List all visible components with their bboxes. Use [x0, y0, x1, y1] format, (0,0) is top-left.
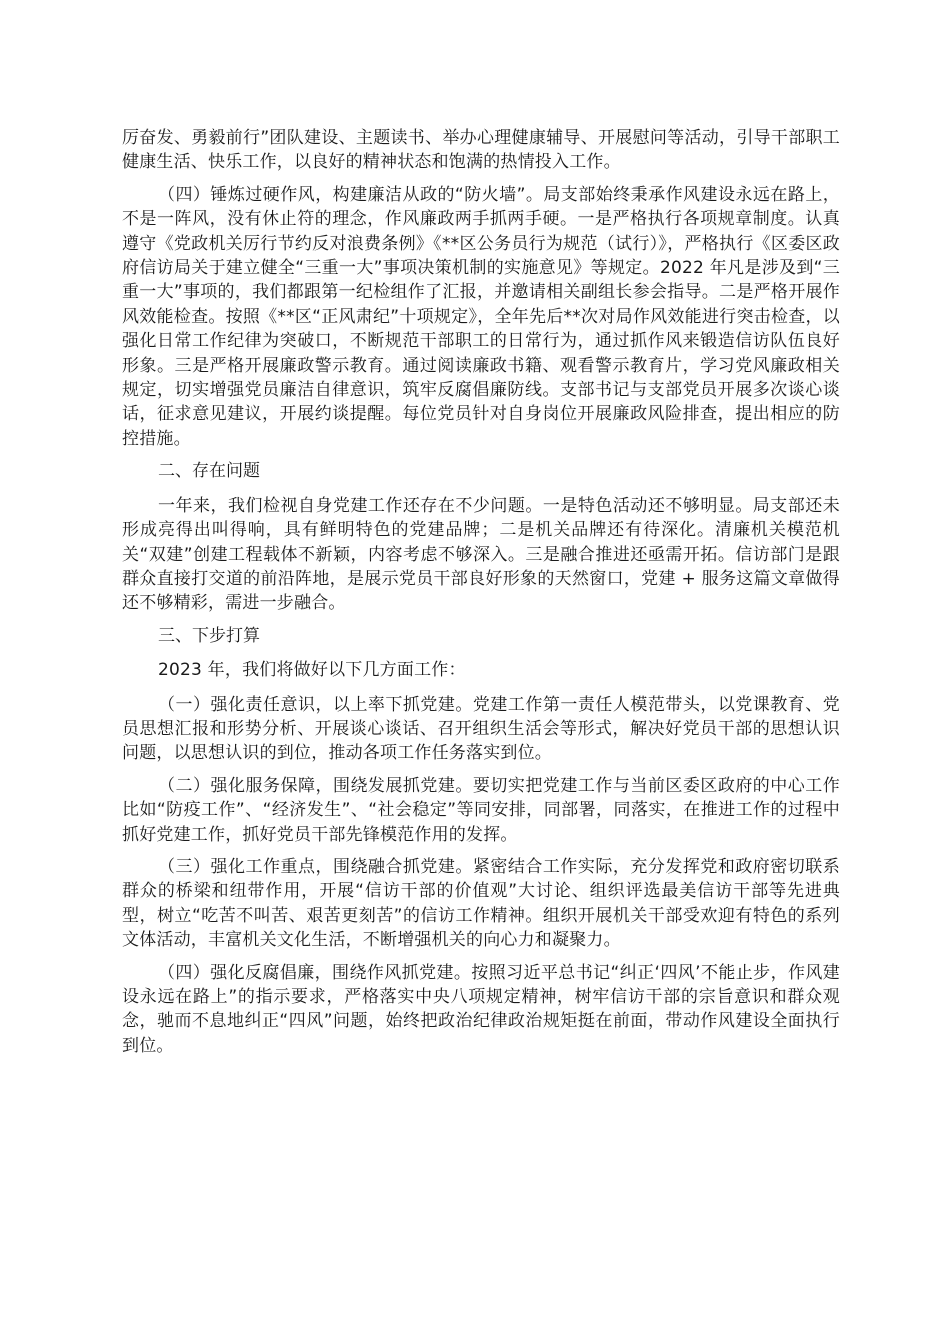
paragraph-2023-intro: 2023 年，我们将做好以下几方面工作： [158, 660, 466, 681]
paragraph-section-four-discipline: （四）锤炼过硬作风，构建廉洁从政的“防火墙”。局支部始终秉承作风建设永远在路上，不是一阵风，没有休止符的理念，作风廉政两手抓两手硬。一是严格执行各项规章制度。认真遵守《党政机关厉行节约反对浪费条例》《**区公务员行为规范（试行）》，严格执行《区委区政府信访局关于建立健全“三重一大”事项决策机制的实施意见》等规定。2022 年凡是涉及到“三重一大”事项的，我们都跟第一纪检组作了汇报，并邀请相关副组长参会指导。二是严格开展作风效能检查。按照《**区“正风肃纪”十项规定》，全年先后**次对局作风效能进行突击检查，以强化日常工作纪律为突破口，不断规范干部职工的日常行为，通过抓作风来锻造信访队伍良好形象。三是严格开展廉政警示教育。通过阅读廉政书籍、观看警示教育片，学习党风廉政相关规定，切实增强党员廉洁自律意识，筑牢反腐倡廉防线。支部书记与支部党员开展多次谈心谈话，征求意见建议，开展约谈提醒。每位党员针对自身岗位开展廉政风险排查，提出相应的防控措施。 [122, 184, 840, 449]
paragraph-plan-four: （四）强化反腐倡廉，围绕作风抓党建。按照习近平总书记“纠正‘四风’不能止步，作风建设永远在路上”的指示要求，严格落实中央八项规定精神，树牢信访干部的宗旨意识和群众观念，驰而不息地纠正“四风”问题，始终把政治纪律政治规矩挺在前面，带动作风建设全面执行到位。 [122, 962, 840, 1056]
heading-next-steps: 三、下步打算 [158, 625, 260, 646]
paragraph-problems: 一年来，我们检视自身党建工作还存在不少问题。一是特色活动还不够明显。局支部还未形成亮得出叫得响，具有鲜明特色的党建品牌；二是机关品牌还有待深化。清廉机关模范机关“双建”创建工程载体不新颖，内容考虑不够深入。三是融合推进还亟需开拓。信访部门是跟群众直接打交道的前沿阵地，是展示党员干部良好形象的天然窗口，党建 + 服务这篇文章做得还不够精彩，需进一步融合。 [122, 495, 840, 614]
document-body [122, 126, 840, 1064]
paragraph-plan-three: （三）强化工作重点，围绕融合抓党建。紧密结合工作实际，充分发挥党和政府密切联系群众的桥梁和纽带作用，开展“信访干部的价值观”大讨论、组织评选最美信访干部等先进典型，树立“吃苦不叫苦、艰苦更刻苦”的信访工作精神。组织开展机关干部受欢迎有特色的系列文体活动，丰富机关文化生活，不断增强机关的向心力和凝聚力。 [122, 856, 840, 951]
paragraph-team-building: 厉奋发、勇毅前行”团队建设、主题读书、举办心理健康辅导、开展慰问等活动，引导干部职工健康生活、快乐工作，以良好的精神状态和饱满的热情投入工作。 [122, 128, 840, 173]
heading-existing-problems: 二、存在问题 [158, 461, 260, 482]
paragraph-plan-one: （一）强化责任意识，以上率下抓党建。党建工作第一责任人模范带头，以党课教育、党员思想汇报和形势分析、开展谈心谈话、召开组织生活会等形式，解决好党员干部的思想认识问题，以思想认识的到位，推动各项工作任务落实到位。 [122, 694, 840, 764]
paragraph-plan-two: （二）强化服务保障，围绕发展抓党建。要切实把党建工作与当前区委区政府的中心工作比如“防疫工作”、“经济发生”、“社会稳定”等同安排，同部署，同落实，在推进工作的过程中抓好党建工作，抓好党员干部先锋模范作用的发挥。 [122, 775, 840, 845]
